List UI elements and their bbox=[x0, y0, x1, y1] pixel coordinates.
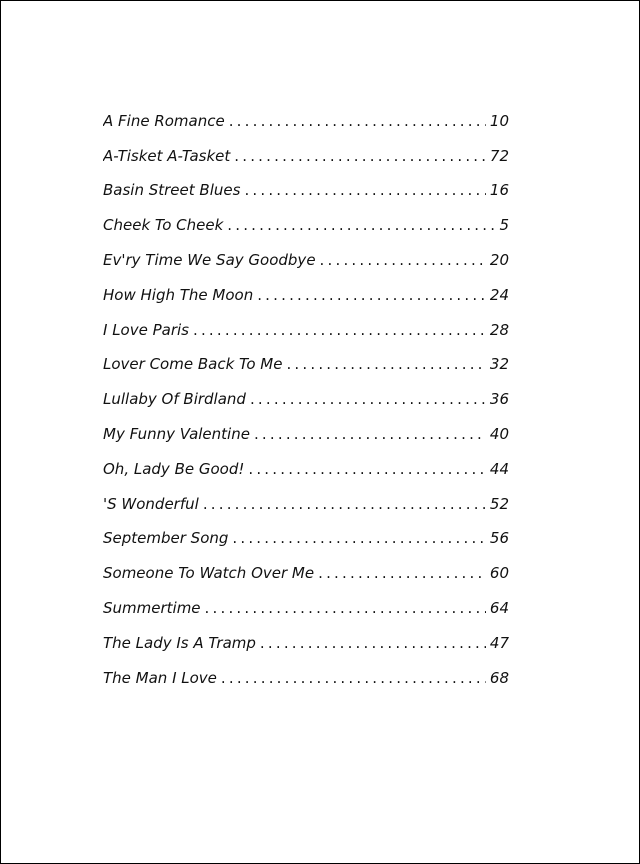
toc-entry-page-number: 10 bbox=[489, 111, 509, 130]
toc-entry-page-number: 64 bbox=[489, 598, 509, 617]
toc-entry-title: A-Tisket A-Tasket bbox=[103, 146, 231, 165]
dot-leader bbox=[260, 632, 486, 654]
table-of-contents bbox=[103, 97, 509, 689]
toc-entry[interactable] bbox=[103, 515, 509, 550]
dot-leader bbox=[203, 493, 486, 515]
toc-entry-page-number: 68 bbox=[489, 668, 509, 687]
toc-entry-page-number: 16 bbox=[489, 181, 509, 200]
toc-entry-page-number: 52 bbox=[489, 494, 509, 513]
toc-entry[interactable] bbox=[103, 132, 509, 167]
toc-entry[interactable] bbox=[103, 375, 509, 410]
dot-leader bbox=[286, 353, 485, 375]
toc-entry-page-number: 40 bbox=[489, 424, 509, 443]
dot-leader bbox=[254, 423, 486, 445]
toc-entry[interactable] bbox=[103, 341, 509, 376]
toc-entry-title: September Song bbox=[103, 529, 229, 548]
toc-entry[interactable] bbox=[103, 167, 509, 202]
toc-entry[interactable] bbox=[103, 97, 509, 132]
toc-entry-page-number: 72 bbox=[489, 146, 509, 165]
toc-entry-title: Someone To Watch Over Me bbox=[103, 564, 315, 583]
toc-entry[interactable] bbox=[103, 201, 509, 236]
dot-leader bbox=[248, 458, 486, 480]
toc-entry[interactable] bbox=[103, 236, 509, 271]
toc-entry-title: Cheek To Cheek bbox=[103, 216, 224, 235]
toc-entry-page-number: 5 bbox=[499, 216, 509, 235]
toc-entry-title: I Love Paris bbox=[103, 320, 189, 339]
dot-leader bbox=[250, 388, 486, 410]
dot-leader bbox=[205, 597, 486, 619]
toc-entry-title: Ev'ry Time We Say Goodbye bbox=[103, 250, 316, 269]
dot-leader bbox=[227, 214, 495, 236]
dot-leader bbox=[221, 667, 486, 689]
toc-entry-title: Basin Street Blues bbox=[103, 181, 241, 200]
toc-entry-title: Oh, Lady Be Good! bbox=[103, 459, 245, 478]
toc-entry-title: The Man I Love bbox=[103, 668, 217, 687]
toc-entry-title: Lullaby Of Birdland bbox=[103, 390, 246, 409]
toc-entry-page-number: 28 bbox=[489, 320, 509, 339]
toc-entry-title: Lover Come Back To Me bbox=[103, 355, 283, 374]
toc-entry[interactable] bbox=[103, 654, 509, 689]
toc-entry-page-number: 32 bbox=[489, 355, 509, 374]
toc-entry-title: The Lady Is A Tramp bbox=[103, 633, 256, 652]
toc-entry-page-number: 60 bbox=[489, 564, 509, 583]
toc-entry-title: 'S Wonderful bbox=[103, 494, 199, 513]
toc-entry[interactable] bbox=[103, 584, 509, 619]
toc-entry-page-number: 24 bbox=[489, 285, 509, 304]
toc-entry[interactable] bbox=[103, 410, 509, 445]
toc-entry[interactable] bbox=[103, 480, 509, 515]
dot-leader bbox=[244, 179, 485, 201]
dot-leader bbox=[318, 562, 486, 584]
toc-entry[interactable] bbox=[103, 445, 509, 480]
toc-entry[interactable] bbox=[103, 271, 509, 306]
dot-leader bbox=[257, 284, 486, 306]
dot-leader bbox=[232, 527, 486, 549]
toc-entry-title: A Fine Romance bbox=[103, 111, 225, 130]
toc-entry[interactable] bbox=[103, 619, 509, 654]
toc-entry-title: Summertime bbox=[103, 598, 201, 617]
dot-leader bbox=[229, 110, 486, 132]
toc-entry-page-number: 20 bbox=[489, 250, 509, 269]
toc-entry-page-number: 44 bbox=[489, 459, 509, 478]
toc-entry-title: How High The Moon bbox=[103, 285, 254, 304]
dot-leader bbox=[234, 145, 486, 167]
toc-entry-title: My Funny Valentine bbox=[103, 424, 250, 443]
dot-leader bbox=[320, 249, 486, 271]
toc-entry-page-number: 47 bbox=[489, 633, 509, 652]
toc-entry-page-number: 56 bbox=[489, 529, 509, 548]
toc-entry[interactable] bbox=[103, 306, 509, 341]
toc-entry-page-number: 36 bbox=[489, 390, 509, 409]
dot-leader bbox=[193, 319, 486, 341]
toc-entry[interactable] bbox=[103, 549, 509, 584]
